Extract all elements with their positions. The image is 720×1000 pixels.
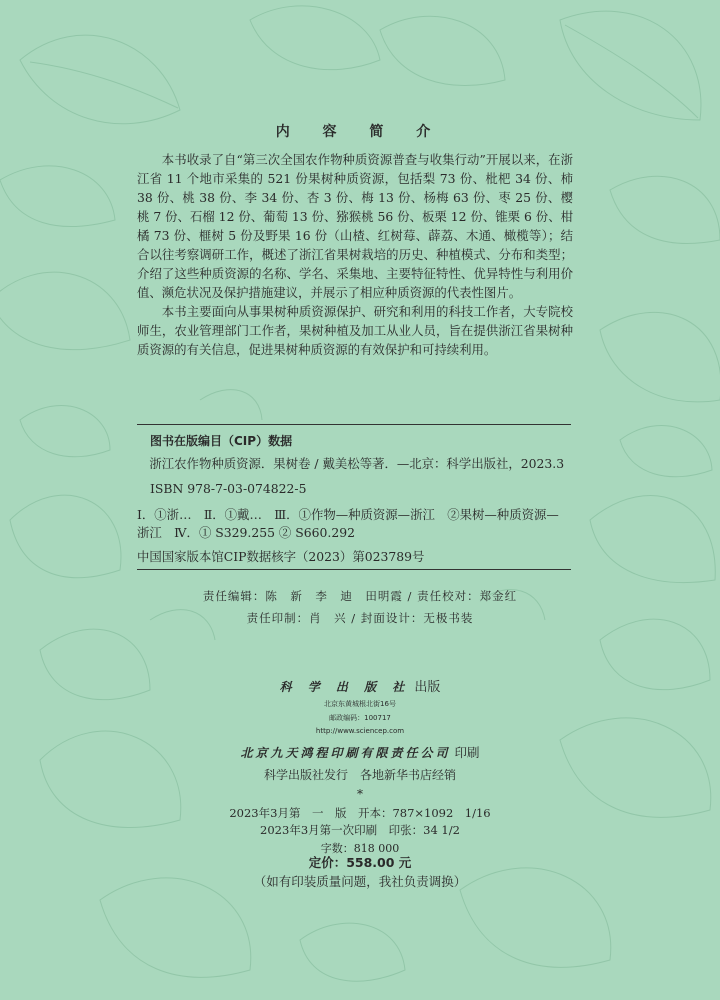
cip-classification: Ⅰ．①浙… Ⅱ．①戴… Ⅲ．①作物—种质资源—浙江 ②果树—种质资源—浙江 Ⅳ．① S329.255 ② S660.292 — [137, 507, 559, 540]
intro-body — [137, 150, 573, 359]
printing-line: 2023年3月第一次印刷 印张：34 1/2 — [260, 823, 460, 837]
cip-isbn: ISBN 978-7-03-074822-5 — [150, 481, 307, 496]
publisher-postcode: 邮政编码：100717 — [329, 714, 391, 722]
price: 定价：558.00 元 — [308, 855, 412, 870]
editor-credits: 责任编辑：陈 新 李 迪 田明霞 / 责任校对：郑金红 — [202, 589, 518, 603]
quality-note: （如有印装质量问题，我社负责调换） — [253, 874, 467, 889]
intro-paragraph: 本书收录了自“第三次全国农作物种质资源普查与收集行动”开展以来，在浙江省 11 个地市采集的 521 份果树种质资源，包括梨 73 份、枇杷 34 份、柿 38 份、桃 38 份、李 34 份、杏 3 份、梅 13 份、杨梅 63 份、枣 25 份、樱桃 7 份、石榴 12 份、葡萄 13 份、猕猴桃 56 份、板栗 12 份、锥栗 6 份、柑橘 73 份、榧树 5 份及野果 16 份（山楂、红树莓、薜荔、木通、橄榄等）；结合以往考察调研工作，概述了浙江省果树栽培的历史、种植模式、分布和类型；介绍了这些种质资源的名称、学名、采集地、主要特征特性、优异特性与利用价值、濒危状况及保护措施建议，并展示了相应种质资源的代表性图片。 — [137, 152, 573, 300]
cip-bibliographic-entry: 浙江农作物种质资源．果树卷 / 戴美松等著．—北京：科学出版社，2023.3 — [149, 456, 565, 471]
separator-star: * — [357, 787, 363, 801]
printer-name: 北京九天鸿程印刷有限责任公司 — [240, 746, 451, 760]
word-count: 字数：818 000 — [320, 842, 400, 855]
cip-block — [137, 424, 571, 570]
publisher-name: 科 学 出 版 社 — [279, 680, 411, 694]
printer-line — [0, 743, 720, 761]
distribution-line: 科学出版社发行 各地新华书店经销 — [263, 768, 456, 782]
intro-paragraph: 本书主要面向从事果树种质资源保护、研究和利用的科技工作者，大专院校师生，农业管理部门工作者，果树种植及加工从业人员，旨在提供浙江省果树种质资源的有关信息，促进果树种质资源的有效保护和可持续利用。 — [137, 304, 573, 357]
intro-title: 内 容 简 介 — [275, 124, 445, 140]
cip-record-number: 中国国家版本馆CIP数据核字（2023）第023789号 — [137, 549, 425, 564]
publisher-line — [0, 676, 720, 695]
printer-suffix: 印刷 — [454, 745, 480, 760]
edition-line: 2023年3月第 一 版 开本：787×1092 1/16 — [229, 806, 491, 820]
publisher-suffix: 出版 — [414, 680, 441, 695]
cip-heading: 图书在版编目（CIP）数据 — [150, 434, 293, 448]
publisher-url: http://www.sciencep.com — [315, 727, 405, 735]
production-credits: 责任印制：肖 兴 / 封面设计：无极书装 — [246, 611, 474, 625]
publisher-address: 北京东黄城根北街16号 — [324, 700, 396, 708]
